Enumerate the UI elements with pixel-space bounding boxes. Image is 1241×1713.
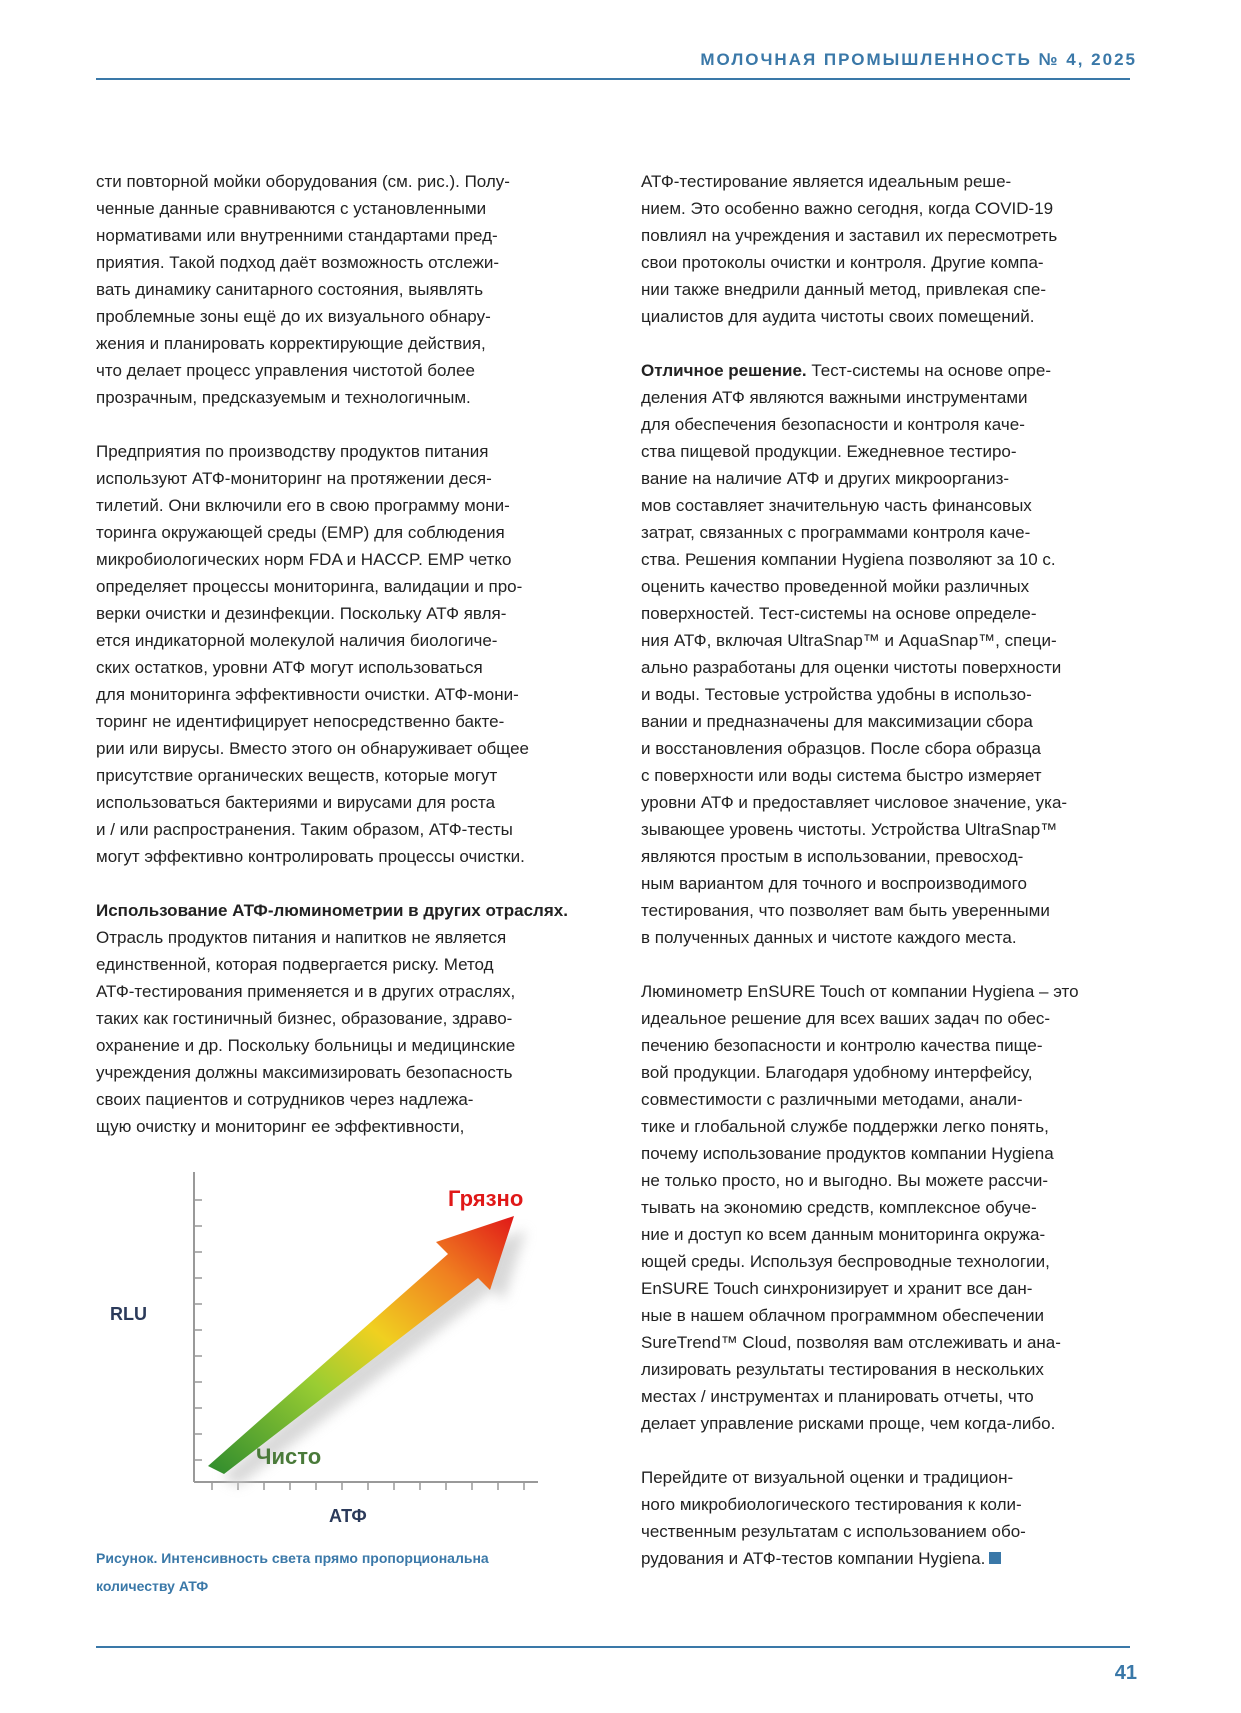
paragraph-text: Перейдите от визуальной оценки и традицион- ного микробиологического тестирования к коли- чественным результатам с использованием обо- рудования и АТФ-тестов компании Hygiena. [641,1468,1026,1568]
paragraph [641,1464,1141,1572]
paragraph-text: Отрасль продуктов питания и напитков не является единственной, которая подвергается риску. Метод АТФ-тестирования применяется и в других отраслях, таких как гостиничный бизнес, образование, здраво- охранение и др. Поскольку больницы и медицинские учреждения должны максимизировать безопасность своих пациентов и сотрудников через надлежа- щую очистку и мониторинг ее эффективности, [96,928,516,1136]
journal-title: МОЛОЧНАЯ ПРОМЫШЛЕННОСТЬ № 4, 2025 [700,50,1137,69]
dirty-label: Грязно [448,1186,524,1211]
paragraph: Люминометр EnSURE Touch от компании Hygiena – это идеальное решение для всех ваших задач по обес- печению безопасности и контролю качества пище- вой продукции. Благодаря удобному интерфейсу, совместимости с различными методами, анали- тике и глобальной службе поддержки легко понять, почему использование продуктов компании Hygiena не только просто, но и выгодно. Вы можете рассчи- тывать на экономию средств, комплексное обуче- ние и доступ ко всем данным мониторинга окружа- ющей среды. Используя беспроводные технологии, EnSURE Touch синхронизирует и хранит все дан- ные в нашем облачном программном обеспечении SureTrend™ Cloud, позволяя вам отслеживать и ана- лизировать результаты тестирования в нескольких местах / инструментах и планировать отчеты, что делает управление рисками проще, чем когда-либо. [641,982,1079,1433]
footer-rule [96,1646,1130,1648]
end-mark-icon [989,1552,1001,1564]
paragraph: сти повторной мойки оборудования (см. рис.). Полу- ченные данные сравниваются с установленными нормативами или внутренними стандартами пред- приятия. Такой подход даёт возможность отслежи- вать динамику санитарного состояния, выявлять проблемные зоны ещё до их визуального обнару- жения и планировать корректирующие действия, что делает процесс управления чистотой более прозрачным, предсказуемым и технологичным. [96,172,510,407]
atp-chart [96,1170,546,1540]
section-heading: Использование АТФ-люминометрии в других отраслях. [96,901,568,920]
right-column [641,168,1141,1599]
x-axis-label: АТФ [329,1506,367,1526]
paragraph [96,897,596,1140]
figure-caption: Рисунок. Интенсивность света прямо пропорциональна количеству АТФ [96,1550,489,1594]
page-number: 41 [1114,1662,1137,1684]
paragraph-text: Тест-системы на основе опре- деления АТФ являются важными инструментами для обеспечения безопасности и контроля каче- ства пищевой продукции. Ежедневное тестиро- вание на наличие АТФ и других микроорганиз- мов составляет значительную часть финансовых затрат, связанных с программами контроля каче- ства. Решения компании Hygiena позволяют за 10 с. оценить качество проведенной мойки различных поверхностей. Тест-системы на основе определе- ния АТФ, включая UltraSnap™ и AquaSnap™, специ- ально разработаны для оценки чистоты поверхности и воды. Тестовые устройства удобны в использо- вании и предназначены для максимизации сбора и восстановления образцов. После сбора образца с поверхности или воды система быстро измеряет уровни АТФ и предоставляет числовое значение, ука- зывающее уровень чистоты. Устройства UltraSnap™ являются простым в использовании, превосход- ным вариантом для точного и воспроизводимого тестирования, что позволяет вам быть уверенными в полученных данных и чистоте каждого места. [641,361,1068,947]
x-axis-ticks [212,1482,524,1490]
paragraph: АТФ-тестирование является идеальным реше- нием. Это особенно важно сегодня, когда COVID-19 повлиял на учреждения и заставил их пересмотреть свои протоколы очистки и контроля. Другие компа- нии также внедрили данный метод, привлекая спе- циалистов для аудита чистоты своих помещений. [641,172,1058,326]
header-rule [96,78,1130,80]
section-heading: Отличное решение. [641,361,807,380]
paragraph: Предприятия по производству продуктов питания используют АТФ-мониторинг на протяжении деся- тилетий. Они включили его в свою программу мони- торинга окружающей среды (EMP) для соблюдения микробиологических норм FDA и HACCP. EMP четко определяет процессы мониторинга, валидации и про- верки очистки и дезинфекции. Поскольку АТФ явля- ется индикаторной молекулой наличия биологиче- ских остатков, уровни АТФ могут использоваться для мониторинга эффективности очистки. АТФ-мони- торинг не идентифицирует непосредственно бакте- рии или вирусы. Вместо этого он обнаруживает общее присутствие органических веществ, которые могут использоваться бактериями и вирусами для роста и / или распространения. Таким образом, АТФ-тесты могут эффективно контролировать процессы очистки. [96,442,530,866]
atp-arrow [208,1216,514,1474]
clean-label: Чисто [256,1444,322,1469]
atp-figure [96,1170,546,1540]
y-axis-ticks [194,1200,202,1460]
y-axis-label: RLU [110,1304,147,1324]
paragraph [641,357,1141,951]
left-column [96,168,596,1140]
